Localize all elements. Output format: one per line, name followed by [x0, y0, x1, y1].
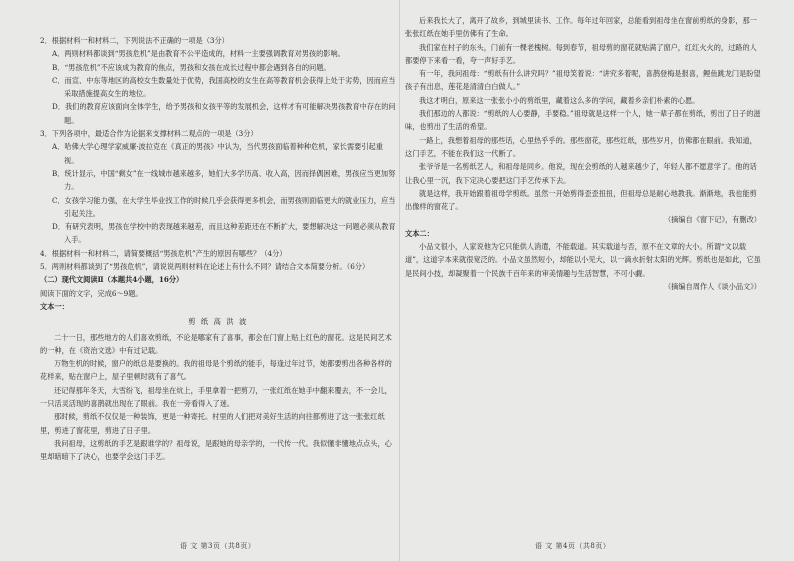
question-2-option-c: C．而宣、中东等地区的高校女生数量处于优势，我国高校的女生在高等教育机会获得上处于劣势，因而应当采取措施提高女生的地位。	[52, 75, 396, 99]
question-3-stem: 3．下列各项中，最适合作为论据来支撑材料二观点的一项是（3分）	[40, 129, 258, 139]
article-paragraph: 那时候，剪纸不仅仅是一种装饰，更是一种寄托。村里的人们把对美好生活的向往都剪进了这一张张红纸里，剪进了窗花里，剪进了日子里。	[40, 412, 385, 435]
page-fold-divider	[399, 0, 400, 561]
article-paragraph: 我们那边的人都说：“剪纸的人心要静，手要稳。”祖母就是这样一个人，她一辈子都在剪纸，剪出了日子的滋味，也剪出了生活的希望。	[405, 109, 761, 132]
text-two-body: 小品文很小，人家说他为它只能供人消遣，不能载道。其实载道与否，原不在文章的大小。所谓“文以载道”，这道字本来就很宽泛的。小品文虽然短小，却能以小见大，以一滴水折射太阳的光辉。剪纸也是如此，它虽是民间小技，却凝聚着一个民族千百年来的审美情趣与生活智慧，不可小觑。	[405, 242, 761, 278]
article-paragraph: 我问祖母，这剪纸的手艺是跟谁学的？祖母说，是跟她的母亲学的，一代传一代。我似懂非懂地点点头，心里却暗暗下了决心，也要学会这门手艺。	[40, 438, 392, 462]
question-2-stem: 2．根据材料一和材料二，下列说法不正确的一项是（3分）	[40, 36, 229, 45]
article-paragraph: 我们家在村子的东头，门前有一棵老槐树。每到春节，祖母剪的窗花就贴满了窗户，红红火火的，过路的人都要停下来看一看，夸一声好手艺。	[405, 42, 757, 65]
article-paragraph: 有一年，我问祖母：“剪纸有什么讲究吗？”祖母笑着说：“讲究多着呢，喜鹊登梅是报喜，鲤鱼跳龙门是盼望孩子有出息，莲花是清清白白做人。”	[405, 69, 761, 92]
article-paragraph: 二十一日，那些地方的人们喜欢剪纸，不论是哪家有了喜事，都会在门窗上贴上红色的窗花。这是民间艺术的一种，在《资治文选》中有过记载。	[40, 332, 392, 355]
text-two-label: 文本二：	[405, 228, 434, 238]
article-paragraph: 万物生机的时候，窗户的纸总是要换的。我的祖母是个剪纸的能手，每逢过年过节，她都要剪出各种各样的花样来，贴在窗户上，屋子里顿时就有了喜气。	[40, 359, 392, 382]
question-4: 4．根据材料一和材料二，请简要概括“男孩危机”产生的原因有哪些？（4分）	[40, 248, 287, 258]
section-instruction: 阅读下面的文字，完成6～9题。	[40, 288, 143, 298]
question-3-option-c: C．女孩学习能力强，在大学生毕业找工作的时候几乎会获得更多机会，而男孩则面临更大的就业压力，应当引起关注。	[52, 195, 396, 218]
question-2-option-b: B．“男孩危机”不应该成为教育的焦点，男孩和女孩在成长过程中都会遇到各自的问题。	[52, 62, 331, 72]
question-2-option-a: A．两则材料都谈到“男孩危机”是由教育不公平造成的，材料一主要强调教育对男孩的影响。	[52, 49, 345, 59]
left-page	[40, 34, 396, 464]
article-paragraph: 我这才明白，原来这一张张小小的剪纸里，藏着这么多的学问，藏着乡亲们朴素的心愿。	[419, 95, 700, 105]
text-two-source: （摘编自周作人《谈小品文》）	[663, 281, 761, 291]
question-2-option-d: D．我们的教育应该面向全体学生，给予男孩和女孩平等的发展机会，这样才有可能解决男孩教育中存在的问题。	[52, 102, 396, 125]
text-one-label: 文本一：	[40, 301, 69, 311]
article-title: 剪 纸 高 洪 波	[188, 317, 248, 327]
right-page-footer: 语 文 第4页（共8页）	[535, 542, 611, 550]
right-page	[405, 14, 761, 293]
article-paragraph: 一路上，我想着祖母的那些话，心里热乎乎的。那些窗花，那些红纸，那些岁月，仿佛都在眼前。我知道，这门手艺，不能在我们这一代断了。	[405, 135, 757, 158]
article-paragraph: 就是这样，我开始跟着祖母学剪纸。虽然一开始剪得歪歪扭扭，但祖母总是耐心地教我。渐渐地，我也能剪出像样的窗花了。	[405, 188, 757, 212]
question-3-option-d: D．有研究表明，男孩在学校中的表现越来越差，而且这种差距还在不断扩大，要想解决这一问题必须从教育入手。	[52, 222, 396, 245]
question-5: 5．两则材料都谈到了“男孩危机”，请说说两则材料在论述上有什么不同？请结合文本简要分析。（6分）	[40, 262, 370, 272]
left-page-footer: 语 文 第3页（共8页）	[180, 542, 256, 550]
text-one-source: （摘编自《窗下记》，有删改）	[663, 215, 761, 225]
article-paragraph: 后来我长大了，离开了故乡，到城里读书、工作。每年过年回家，总能看到祖母坐在窗前剪纸的身影，那一张张红纸在她手里仿佛有了生命。	[405, 16, 757, 39]
question-3-option-a: A．哈佛大学心理学家威廉·波拉克在《真正的男孩》中认为，当代男孩面临着种种危机，家长需要引起重视。	[52, 142, 383, 165]
section-heading: （二）现代文阅读Ⅱ（本题共4小题，16分）	[40, 275, 184, 285]
question-3-option-b: B．统计显示，中国“剩女”在一线城市越来越多，她们大多学历高、收入高，因而择偶困难，男孩应当更加努力。	[52, 168, 396, 192]
article-paragraph: 张爷爷是一名剪纸艺人，和祖母是同乡。他说，现在会剪纸的人越来越少了，年轻人都不愿意学了。他的话让我心里一沉，我下定决心要把这门手艺传承下去。	[405, 162, 757, 185]
article-paragraph: 还记得那年冬天，大雪纷飞，祖母坐在炕上，手里拿着一把剪刀，一张红纸在她手中翻来覆去，不一会儿，一只活灵活现的喜鹊就出现在了眼前。我在一旁看得入了迷。	[40, 385, 392, 409]
